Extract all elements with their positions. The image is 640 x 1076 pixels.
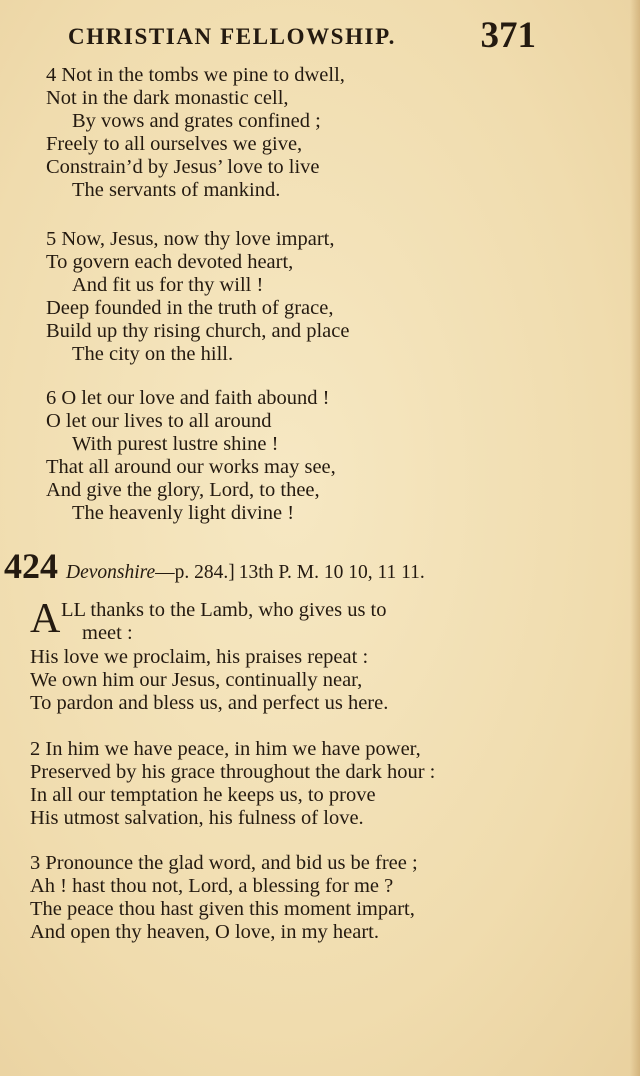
verse-line: 3 Pronounce the glad word, and bid us be free ; [30, 852, 418, 874]
verse-line: And give the glory, Lord, to thee, [46, 479, 320, 501]
hymn-number: 424 [4, 546, 58, 586]
verse-line: We own him our Jesus, continually near, [30, 669, 363, 691]
verse-line: To govern each devoted heart, [46, 251, 294, 273]
verse-line: His utmost salvation, his fulness of love. [30, 807, 364, 829]
tune-name: Devonshire [66, 562, 156, 583]
running-title: CHRISTIAN FELLOWSHIP. [68, 24, 396, 49]
verse-line: LL thanks to the Lamb, who gives us to [61, 599, 387, 621]
verse-line: Deep founded in the truth of grace, [46, 297, 334, 319]
hymn-424-stanza-2 [30, 738, 542, 830]
verse-line: That all around our works may see, [46, 456, 336, 478]
hymn-423-stanza-5 [46, 228, 349, 366]
verse-line: 5 Now, Jesus, now thy love impart, [46, 228, 335, 250]
verse-line: Build up thy rising church, and place [46, 320, 350, 342]
verse-line: Preserved by his grace throughout the dark hour : [30, 761, 436, 783]
hymn-423-stanza-4 [46, 64, 345, 202]
stanza-lines [30, 646, 388, 715]
meter: 13th P. M. 10 10, 11 11. [238, 562, 425, 583]
verse-line: With purest lustre shine ! [72, 433, 279, 455]
verse-line: Ah ! hast thou not, Lord, a blessing for me ? [30, 875, 394, 897]
verse-line-continuation: meet : [82, 622, 133, 644]
verse-line: The city on the hill. [72, 343, 234, 365]
tune-reference: —p. 284.] [155, 562, 235, 583]
hymn-423-stanza-6 [46, 387, 336, 525]
verse-line: Freely to all ourselves we give, [46, 133, 303, 155]
verse-line: By vows and grates confined ; [72, 110, 321, 132]
verse-line: 4 Not in the tombs we pine to dwell, [46, 64, 345, 86]
page-header [68, 14, 538, 58]
hymn-424-heading [4, 545, 544, 585]
hymn-424-stanza-3 [30, 852, 542, 944]
verse-line: The peace thou hast given this moment impart, [30, 898, 415, 920]
verse-line: 2 In him we have peace, in him we have power, [30, 738, 421, 760]
verse-line: And open thy heaven, O love, in my heart. [30, 921, 379, 943]
verse-line: Not in the dark monastic cell, [46, 87, 289, 109]
verse-line: His love we proclaim, his praises repeat : [30, 646, 369, 668]
page-number: 371 [480, 15, 536, 56]
verse-line: 6 O let our love and faith abound ! [46, 387, 330, 409]
verse-line: The servants of mankind. [72, 179, 281, 201]
verse-line: The heavenly light divine ! [72, 502, 295, 524]
verse-line: Constrain’d by Jesus’ love to live [46, 156, 320, 178]
verse-line: O let our lives to all around [46, 410, 272, 432]
drop-cap: A [30, 596, 61, 642]
verse-line: In all our temptation he keeps us, to prove [30, 784, 376, 806]
verse-line: To pardon and bless us, and perfect us here. [30, 692, 389, 714]
page-edge-shadow [630, 0, 640, 1076]
verse-line: And fit us for thy will ! [72, 274, 264, 296]
